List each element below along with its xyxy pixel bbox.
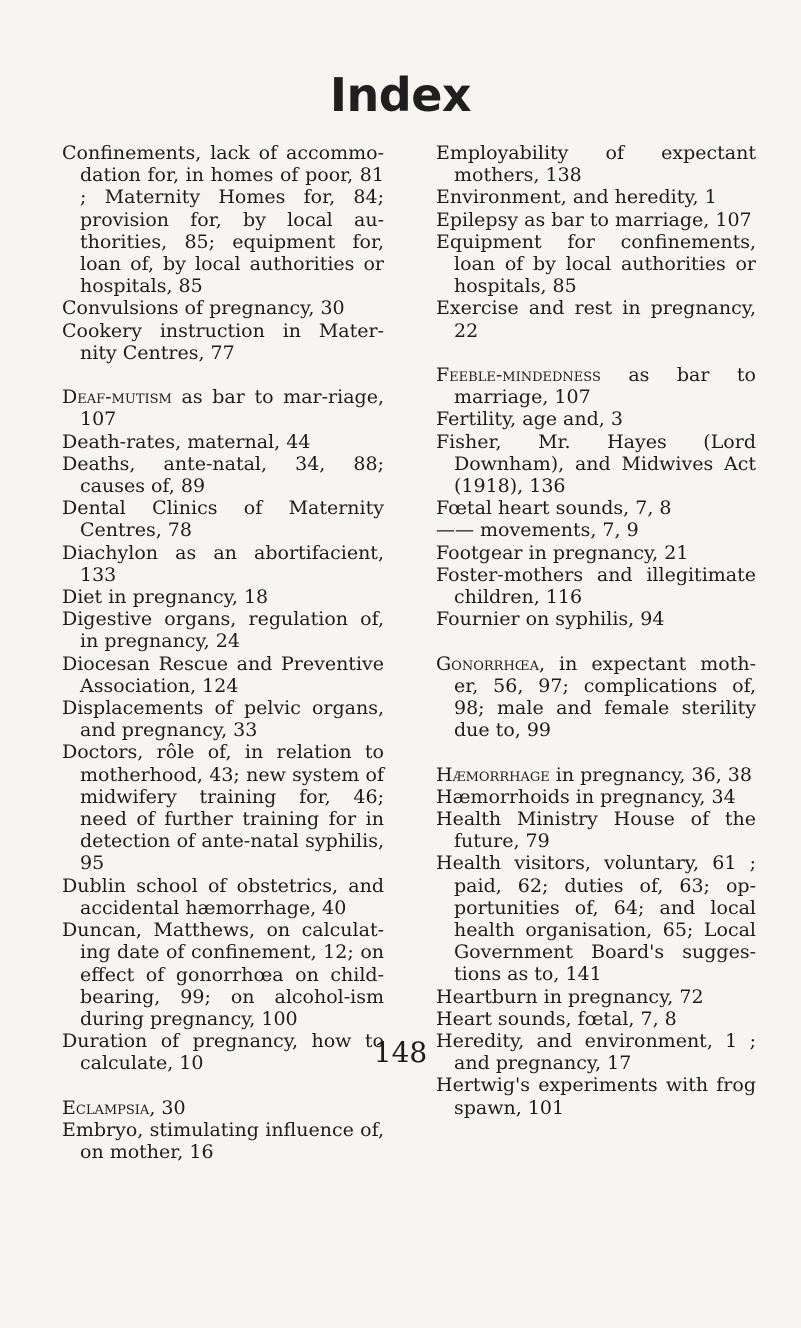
index-entry: Fisher, Mr. Hayes (Lord Downham), and Midwives Act (1918), 136 [436, 430, 756, 498]
index-headword: Eclampsia [62, 1096, 150, 1119]
index-entry: Diocesan Rescue and Preventive Association, 124 [62, 652, 384, 697]
index-headword: Feeble-mindedness [436, 364, 601, 387]
index-entry: Dental Clinics of Maternity Centres, 78 [62, 497, 384, 542]
index-entry: Heartburn in pregnancy, 72 [436, 985, 704, 1008]
index-entry: Fœtal heart sounds, 7, 8 [436, 497, 672, 520]
index-entry: Fournier on syphilis, 94 [436, 608, 665, 631]
index-column-right [436, 142, 756, 1141]
index-entry: Confinements, lack of accommo-dation for, in homes of poor, 81 ; Maternity Homes for, 84; provision for, by local au-thorities, 85; equipment for, loan of, by local authorities or hospitals, 85 [62, 142, 384, 298]
index-group-c [62, 142, 384, 364]
index-entry: Health visitors, voluntary, 61 ; paid, 62; duties of, 63; op-portunities of, 64; and local health organisation, 65; Local Government Board's sugges-tions as to, 141 [436, 852, 756, 986]
index-entry: Duration of pregnancy, how to calculate, 10 [62, 1030, 384, 1075]
index-entry: Heart sounds, fœtal, 7, 8 [436, 1007, 677, 1030]
index-entry: Diachylon as an abortifacient, 133 [62, 541, 384, 586]
index-headword: Deaf-mutism [62, 386, 172, 409]
index-entry: Hæmorrhoids in pregnancy, 34 [436, 785, 736, 808]
index-entry: Dublin school of obstetrics, and accidental hæmorrhage, 40 [62, 874, 384, 919]
index-entry: Cookery instruction in Mater-nity Centres, 77 [62, 319, 384, 364]
index-column-left [62, 142, 384, 1186]
index-entry: Displacements of pelvic organs, and pregnancy, 33 [62, 697, 384, 742]
index-entry: Fertility, age and, 3 [436, 408, 623, 431]
index-group-g [436, 653, 756, 742]
index-group-d [62, 386, 384, 1074]
index-entry: Feeble-mindedness as bar to marriage, 107 [436, 364, 756, 409]
index-headword: Hæmorrhage [436, 763, 550, 786]
index-entry: Foster-mothers and illegitimate children, 116 [436, 563, 756, 609]
index-entry: Embryo, stimulating influence of, on mother, 16 [62, 1118, 384, 1164]
index-group-e [62, 1097, 384, 1164]
index-entry: Heredity, and environment, 1 ; and pregnancy, 17 [436, 1030, 756, 1075]
page-title: Index [329, 68, 472, 122]
index-entry: Employability of expectant mothers, 138 [436, 142, 756, 187]
index-entry: —— movements, 7, 9 [436, 519, 639, 542]
index-entry: Hæmorrhage in pregnancy, 36, 38 [436, 763, 752, 786]
index-entry: Diet in pregnancy, 18 [62, 586, 269, 609]
index-entry: Health Ministry House of the future, 79 [436, 808, 756, 853]
index-entry: Exercise and rest in pregnancy, 22 [436, 297, 756, 342]
index-entry: Deaths, ante-natal, 34, 88; causes of, 89 [62, 452, 384, 498]
index-entry: Digestive organs, regulation of, in pregnancy, 24 [62, 608, 384, 653]
index-entry: Equipment for confinements, loan of by local authorities or hospitals, 85 [436, 230, 756, 298]
index-entry: Convulsions of pregnancy, 30 [62, 297, 345, 320]
index-entry: Eclampsia, 30 [62, 1096, 186, 1119]
index-entry: Environment, and heredity, 1 [436, 186, 717, 209]
index-entry: Duncan, Matthews, on calculat-ing date of confinement, 12; on effect of gonorrhœa on child-bearing, 99; on alcohol-ism during pregnancy, 100 [62, 919, 384, 1030]
index-entry: Doctors, rôle of, in relation to motherhood, 43; new system of midwifery training for, 46; need of further training for in detection of ante-natal syphilis, 95 [62, 741, 384, 875]
index-entry: Death-rates, maternal, 44 [62, 430, 311, 453]
page-number: 148 [373, 1036, 428, 1069]
index-entry: Deaf-mutism as bar to mar-riage, 107 [62, 386, 384, 431]
index-headword: Gonorrhœa [436, 652, 539, 675]
index-entry: Footgear in pregnancy, 21 [436, 541, 689, 564]
index-entry: Hertwig's experiments with frog spawn, 101 [436, 1074, 756, 1119]
index-group-f [436, 364, 756, 630]
index-group-e-cont [436, 142, 756, 342]
index-entry: Epilepsy as bar to marriage, 107 [436, 208, 752, 231]
index-entry: Gonorrhœa, in expectant moth-er, 56, 97; complications of, 98; male and female sterility due to, 99 [436, 652, 756, 742]
